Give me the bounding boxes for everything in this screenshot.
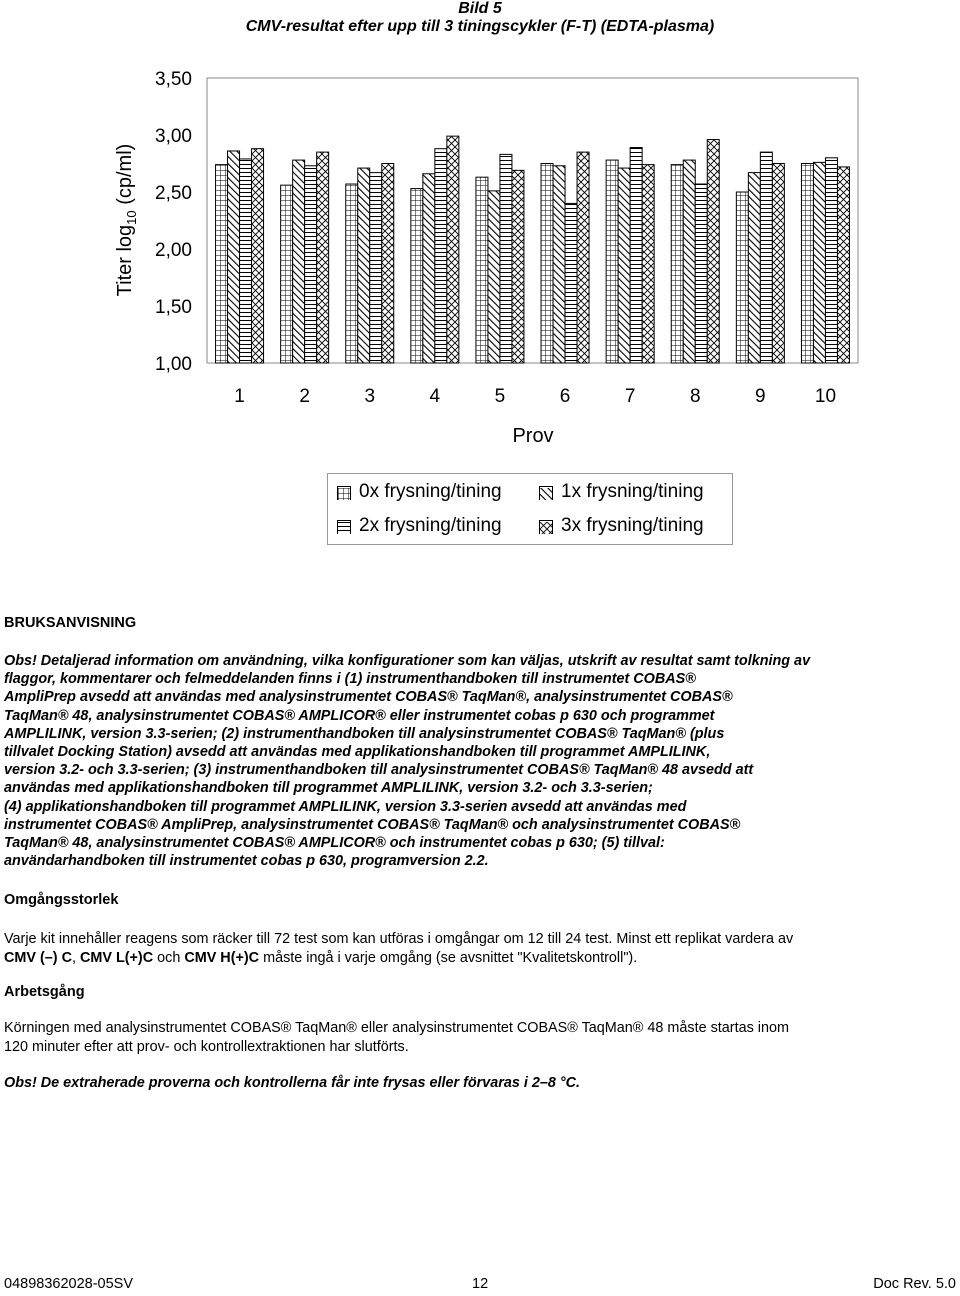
bar-prov-8-series-3 bbox=[707, 140, 719, 363]
bar-prov-6-series-3 bbox=[577, 152, 589, 363]
obs-label: Obs! bbox=[4, 653, 37, 669]
bar-prov-7-series-0 bbox=[606, 160, 618, 363]
x-tick-label: 8 bbox=[689, 386, 701, 407]
bar-prov-10-series-3 bbox=[837, 167, 849, 363]
bar-prov-5-series-0 bbox=[476, 177, 488, 363]
obs-line: AMPLILINK, version 3.3-serien; (2) instrumenthandboken till analysinstrumentet COBAS® TaqMan® (plus bbox=[4, 725, 725, 742]
obs-line: TaqMan® 48, analysinstrumentet COBAS® AMPLICOR® eller instrumentet cobas p 630 och programmet bbox=[4, 707, 715, 724]
x-tick-label: 2 bbox=[299, 386, 310, 407]
y-tick-label: 1,00 bbox=[155, 354, 192, 375]
y-tick-label: 1,50 bbox=[155, 297, 192, 318]
legend-swatch-3x bbox=[539, 520, 553, 534]
bar-prov-8-series-1 bbox=[683, 160, 695, 363]
bar-prov-3-series-2 bbox=[370, 173, 382, 363]
x-tick-label: 9 bbox=[755, 386, 766, 407]
legend-label-2x: 2x frysning/tining bbox=[359, 515, 502, 536]
bar-prov-2-series-2 bbox=[305, 166, 317, 363]
footer-page-number: 12 bbox=[472, 1276, 489, 1292]
y-tick-label: 2,50 bbox=[155, 183, 192, 204]
bar-prov-1-series-2 bbox=[240, 159, 252, 363]
obs-note bbox=[4, 652, 956, 870]
bar-prov-5-series-1 bbox=[488, 191, 500, 363]
bar-prov-4-series-3 bbox=[447, 136, 459, 363]
obs-freeze-warning: Obs! De extraherade proverna och kontrollerna får inte frysas eller förvaras i 2–8 °C. bbox=[4, 1075, 581, 1091]
obs-line: instrumentet COBAS® AmpliPrep, analysinstrumentet COBAS® TaqMan® och analysinstrumentet COBAS® bbox=[4, 816, 741, 833]
bar-prov-6-series-2 bbox=[565, 203, 577, 363]
bar-prov-1-series-1 bbox=[228, 151, 240, 363]
section-heading-omgangsstorlek: Omgångsstorlek bbox=[4, 892, 119, 908]
obs-line: Obs! Detaljerad information om användning, vilka konfigurationer som kan väljas, utskrift av resultat samt tolkning av bbox=[4, 653, 811, 669]
obs-line: TaqMan® 48, analysinstrumentet COBAS® AMPLICOR® och instrumentet cobas p 630; (5) tillval: bbox=[4, 835, 665, 852]
bar-prov-10-series-2 bbox=[825, 158, 837, 363]
chart-legend bbox=[327, 473, 733, 545]
bar-prov-1-series-3 bbox=[252, 149, 264, 363]
bar-prov-10-series-0 bbox=[801, 164, 813, 364]
section-heading-arbetsgang: Arbetsgång bbox=[4, 984, 85, 1000]
y-axis-label: Titer $\log_{10} (cp/ml)$ bbox=[114, 143, 139, 297]
x-tick-label: 10 bbox=[814, 386, 837, 407]
bar-prov-9-series-2 bbox=[760, 152, 772, 363]
legend-swatch-1x bbox=[539, 486, 553, 500]
bar-prov-10-series-1 bbox=[813, 162, 825, 363]
obs-line: användarhandboken till instrumentet cobas p 630, programversion 2.2. bbox=[4, 853, 489, 870]
x-tick-label: 6 bbox=[559, 386, 571, 407]
y-tick-label: 3,50 bbox=[155, 69, 192, 90]
x-tick-label: 1 bbox=[234, 386, 245, 407]
bar-prov-4-series-0 bbox=[411, 189, 423, 363]
legend-label-1x: 1x frysning/tining bbox=[561, 481, 704, 502]
bar-prov-2-series-1 bbox=[293, 160, 305, 363]
obs-line: tillvalet Docking Station) avsedd att användas med applikationshandboken till programmet AMPLILINK, bbox=[4, 744, 711, 761]
bar-prov-5-series-2 bbox=[500, 154, 512, 363]
bar-prov-8-series-0 bbox=[671, 165, 683, 363]
bar-prov-7-series-2 bbox=[630, 148, 642, 363]
bar-prov-2-series-0 bbox=[281, 185, 293, 363]
legend-swatch-0x bbox=[337, 486, 351, 500]
footer-doc-number: 04898362028-05SV bbox=[4, 1276, 134, 1292]
bar-prov-3-series-1 bbox=[358, 168, 370, 363]
bar-prov-3-series-0 bbox=[346, 184, 358, 363]
figure-title: CMV-resultat efter upp till 3 tiningscykler (F-T) (EDTA-plasma) bbox=[245, 18, 715, 35]
bar-prov-7-series-1 bbox=[618, 168, 630, 363]
y-tick-label: 3,00 bbox=[155, 126, 192, 147]
bar-prov-9-series-1 bbox=[748, 173, 760, 363]
x-tick-label: 4 bbox=[429, 386, 441, 407]
bar-prov-6-series-0 bbox=[541, 164, 553, 364]
obs-line: version 3.2- och 3.3-serien; (3) instrumenthandboken till analysinstrumentet COBAS® TaqMan® 48 avsedd att bbox=[4, 762, 754, 779]
x-axis-label: Prov bbox=[512, 425, 554, 447]
bar-prov-1-series-0 bbox=[216, 165, 228, 363]
arbetsgang-paragraph: Körningen med analysinstrumentet COBAS® TaqMan® eller analysinstrumentet COBAS® TaqMan® 48 måste startas inom 120 minuter efter att prov- och kontrollextraktionen har slutförts. bbox=[4, 1020, 789, 1055]
bar-prov-4-series-2 bbox=[435, 149, 447, 363]
obs-line: AmpliPrep avsedd att användas med analysinstrumentet COBAS® TaqMan®, analysinstrumentet COBAS® bbox=[4, 689, 733, 706]
x-tick-label: 3 bbox=[364, 386, 376, 407]
x-tick-label: 7 bbox=[624, 386, 636, 407]
bar-prov-9-series-0 bbox=[736, 192, 748, 363]
section-heading-bruksanvisning: BRUKSANVISNING bbox=[4, 615, 137, 631]
legend-label-3x: 3x frysning/tining bbox=[561, 515, 704, 536]
legend-label-0x: 0x frysning/tining bbox=[359, 481, 502, 502]
bar-prov-2-series-3 bbox=[317, 152, 329, 363]
figure-label: Bild 5 bbox=[458, 0, 502, 17]
bar-chart bbox=[0, 60, 960, 460]
bar-prov-5-series-3 bbox=[512, 170, 524, 363]
bar-prov-8-series-2 bbox=[695, 184, 707, 363]
bar-prov-3-series-3 bbox=[382, 164, 394, 364]
bar-prov-7-series-3 bbox=[642, 165, 654, 363]
bar-prov-6-series-1 bbox=[553, 166, 565, 363]
bar-prov-4-series-1 bbox=[423, 174, 435, 363]
legend-swatch-2x bbox=[337, 520, 351, 534]
obs-line: (4) applikationshandboken till programmet AMPLILINK, version 3.3-serien avsedd att användas med bbox=[4, 798, 687, 815]
obs-line: flaggor, kommentarer och felmeddelanden finns i (1) instrumenthandboken till instrumentet COBAS® bbox=[4, 671, 696, 688]
y-tick-label: 2,00 bbox=[155, 240, 192, 261]
x-tick-label: 5 bbox=[494, 386, 506, 407]
footer-revision: Doc Rev. 5.0 bbox=[873, 1276, 956, 1292]
bar-prov-9-series-3 bbox=[772, 164, 784, 364]
omgang-paragraph: Varje kit innehåller reagens som räcker till 72 test som kan utföras i omgångar om 12 till 24 test. Minst ett replikat vardera av CMV (–) C, CMV L(+)C och CMV H(+)C måste ingå i varje omgång (se avsnittet "Kvalitetskontroll"). bbox=[4, 931, 794, 966]
obs-line: användas med applikationshandboken till programmet AMPLILINK, version 3.2- och 3.3-serien; bbox=[4, 780, 653, 797]
